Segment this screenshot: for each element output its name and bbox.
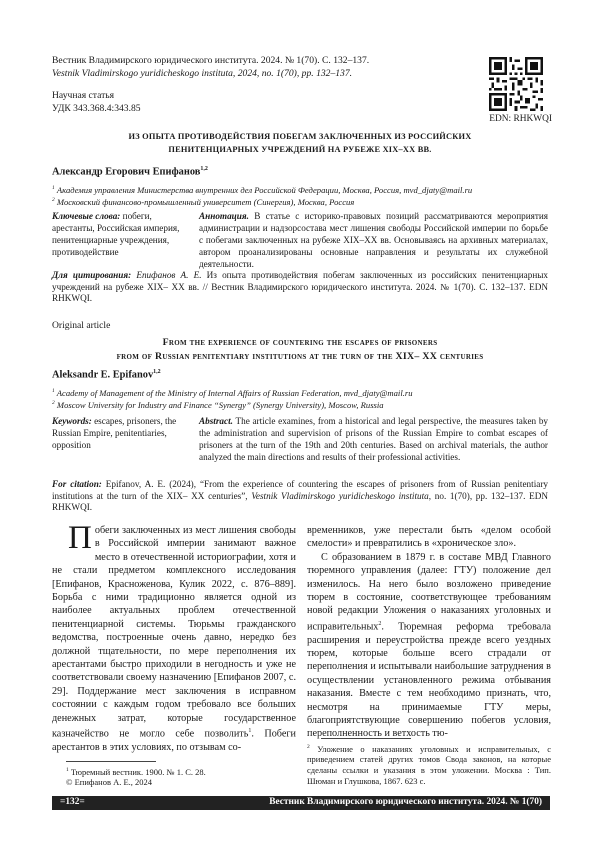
abstract-en-label: Abstract.: [199, 416, 233, 426]
journal-masthead: [52, 54, 472, 80]
citation-en-text-1: Epifanov, A. E. (2024), “From the experience of countering the escapes of prisoners from of Russian penitentiary institutions at the turn of the XIX– XX centuries”,: [52, 479, 548, 501]
body-paragraph: [52, 520, 297, 754]
abstract-en: [199, 415, 548, 463]
masthead-ru: Вестник Владимирского юридического института. 2024. № 1(70). С. 132–137.: [52, 55, 370, 66]
body-right-text-3: . Тюремная реформа требовала расширения и переустройства прежде всего уездных тюрем, которые больше всего страдали от переполнения и испытывали наибольшие затруднения в осуществлении установленного режима отбывания наказания. Вместе с тем необходимо признать, что, несмотря на принимаемые ГТУ меры, благоприятствующие совершению побегов условия, переполненность и ветхость тю-: [307, 621, 551, 740]
abstract-ru-label: Аннотация.: [199, 211, 249, 221]
body-column-left: [52, 520, 297, 754]
footnote-ref-1: 1: [248, 728, 252, 735]
affiliation-en-1: [52, 386, 552, 399]
body-right-text-2: С образованием в 1879 г. в составе МВД Главного тюремного управления (далее: ГТУ) положение дел изменилось. На него было возложено приведение тюрем в состояние, соответствующее требованиям новой редакции Уложения о наказаниях уголовных и исправительных: [307, 551, 551, 633]
title-en-line-2: from of Russian penitentiary institutions at the turn of the XIX– XX centuries: [116, 351, 484, 362]
title-ru: [52, 130, 548, 156]
aff-ru-2-text: Московский финансово-промышленный университет (Синергия), Москва, Россия: [56, 196, 355, 207]
author-ru: [52, 166, 208, 177]
aff-en-1-text: Academy of Management of the Ministry of Internal Affairs of Russian Federation, mvd_djaty@mail.ru: [56, 387, 413, 398]
copyright-line: © Епифанов А. Е., 2024: [66, 777, 153, 788]
abstract-en-text: The article examines, from a historical and legal perspective, the measures taken by the administration and supervision of prisons of the Russian Empire to combat escapes of prisoners at the turn of the 19th and 20th centuries. Based on archival materials, the author analyzed the main directions and results of their professional activities.: [199, 416, 549, 462]
citation-ru-label: Для цитирования:: [52, 270, 132, 280]
footnote-1: [66, 765, 296, 777]
aff-en-2-sup: 2: [52, 400, 55, 406]
footnote-2: [307, 742, 551, 786]
title-en-line-1: From the experience of countering the escapes of prisoners: [162, 337, 438, 348]
page-number: =132=: [60, 797, 85, 807]
citation-en: [52, 479, 548, 514]
abstract-ru-text: В статье с историко-правовых позиций рассматриваются мероприятия администрации и надзорсостава мест лишения свободы Российской империи по борьбе с побегами заключенных на рубеже XIX–XX вв. Основываясь на архивных материалах, автором проанализированы основные направления и результаты их служебной деятельности.: [199, 211, 549, 269]
article-type: Научная статья: [52, 90, 115, 101]
aff-ru-2-sup: 2: [52, 197, 55, 203]
keywords-ru-label: Ключевые слова:: [52, 211, 121, 221]
aff-ru-1-sup: 1: [52, 185, 55, 191]
keywords-en: [52, 415, 188, 451]
keywords-ru: [52, 210, 188, 258]
qr-code-icon: [489, 57, 543, 111]
title-ru-line-2: ПЕНИТЕНЦИАРНЫХ УЧРЕЖДЕНИЙ НА РУБЕЖЕ XIX–XX ВВ.: [168, 145, 432, 154]
drop-cap: П: [68, 520, 92, 556]
footnote-1-sup: 1: [66, 767, 69, 773]
footnotes-left: [66, 765, 296, 788]
original-article-label: Original article: [52, 320, 111, 331]
footer-journal-title: Вестник Владимирского юридического института. 2024. № 1(70): [269, 797, 542, 807]
udk-code: УДК 343.368.4:343.85: [52, 103, 141, 114]
author-ru-sup: 1,2: [200, 166, 208, 172]
title-ru-line-1: ИЗ ОПЫТА ПРОТИВОДЕЙСТВИЯ ПОБЕГАМ ЗАКЛЮЧЕННЫХ ИЗ РОССИЙСКИХ: [128, 132, 472, 141]
footnote-rule-right: [321, 738, 411, 739]
keywords-en-label: Keywords:: [52, 416, 92, 426]
citation-en-text-2: , no. 1(70), pp. 132–137. EDN RHKWQI.: [52, 490, 549, 512]
keywords-en-text: escapes, prisoners, the Russian Empire, penitentiaries, opposition: [52, 416, 177, 450]
body-paragraph: [307, 551, 551, 741]
author-en: [52, 369, 161, 380]
article-meta: [52, 89, 141, 115]
citation-ru-text: Из опыта противодействия побегам заключенных из российских пенитенциарных учреждений на рубеже XIX– XX вв. // Вестник Владимирского юридического института. 2024. № 1(70). С. 132–137. EDN RHKWQI.: [52, 270, 549, 303]
body-left-text-2: . Побеги арестантов в этих условиях, по отзывам со-: [52, 728, 297, 753]
citation-en-label: For citation:: [52, 479, 102, 489]
keywords-ru-text: побеги, арестанты, Российская империя, пенитенциарные учреждения, противодействие: [52, 211, 180, 257]
body-left-text-1: обеги заключенных из мест лишения свободы в Российской империи занимают важное место в отечественной историографии, хотя и не стали предметом комплексного исследования [Епифанов, Красноженова, Кулик 2022, с. 876–889]. Борьба с ними традиционно является одной из наиболее актуальных проблем отечественной пенитенциарной системы. Тюрьмы гражданского ведомства, построенные очень давно, нередко без должной тщательности, по мере переполнения их арестантами быстро приходили в негодность и уже не соответствовали своему назначению [Епифанов 2007, с. 29]. Поддержание мест заключения в исправном состоянии с каждым годом требовало все больших денежных затрат, которые государственное казначейство не могло себе позволить: [52, 525, 296, 740]
citation-ru-author: Епифанов А. Е.: [136, 270, 202, 280]
abstract-ru: [199, 210, 548, 270]
citation-en-journal: Vestnik Vladimirskogo yuridicheskogo instituta: [251, 490, 429, 501]
footnote-2-sup: 2: [307, 744, 310, 750]
masthead-en: Vestnik Vladimirskogo yuridicheskogo instituta, 2024, no. 1(70), pp. 132–137.: [52, 68, 353, 79]
aff-ru-1-text: Академия управления Министерства внутренних дел Российской Федерации, Москва, Россия, mvd_djaty@mail.ru: [56, 184, 473, 195]
edn-code: EDN: RHKWQI: [489, 114, 552, 124]
aff-en-2-text: Moscow University for Industry and Finance “Synergy” (Synergy University), Moscow, Russia: [56, 399, 384, 410]
footnote-2-text: Уложение о наказаниях уголовных и исправительных, с приведением статей других томов Свода законов, на которые сделаны ссылки и указания в этом уложении. Москва : Тип. Шюман и Глушкова, 1867. 623 с.: [307, 743, 552, 786]
affiliation-en-2: [52, 398, 552, 411]
body-paragraph-cont: временников, уже перестали быть «делом особой смелости» и превратились в «хроническое зло».: [307, 525, 551, 550]
body-column-right: [307, 524, 551, 741]
title-en: [52, 336, 548, 364]
author-ru-name: Александр Егорович Епифанов: [52, 166, 201, 178]
affiliation-ru-1: [52, 183, 552, 196]
affiliation-ru-2: [52, 195, 552, 208]
page-footer: [52, 796, 550, 810]
footnote-ref-2: 2: [378, 620, 382, 627]
footnote-rule-left: [66, 761, 156, 762]
author-en-sup: 1,2: [153, 369, 161, 375]
citation-ru: [52, 270, 548, 305]
author-en-name: Aleksandr E. Epifanov: [52, 369, 154, 381]
aff-en-1-sup: 1: [52, 388, 55, 394]
footnote-1-text: Тюремный вестник. 1900. № 1. С. 28.: [70, 766, 206, 777]
